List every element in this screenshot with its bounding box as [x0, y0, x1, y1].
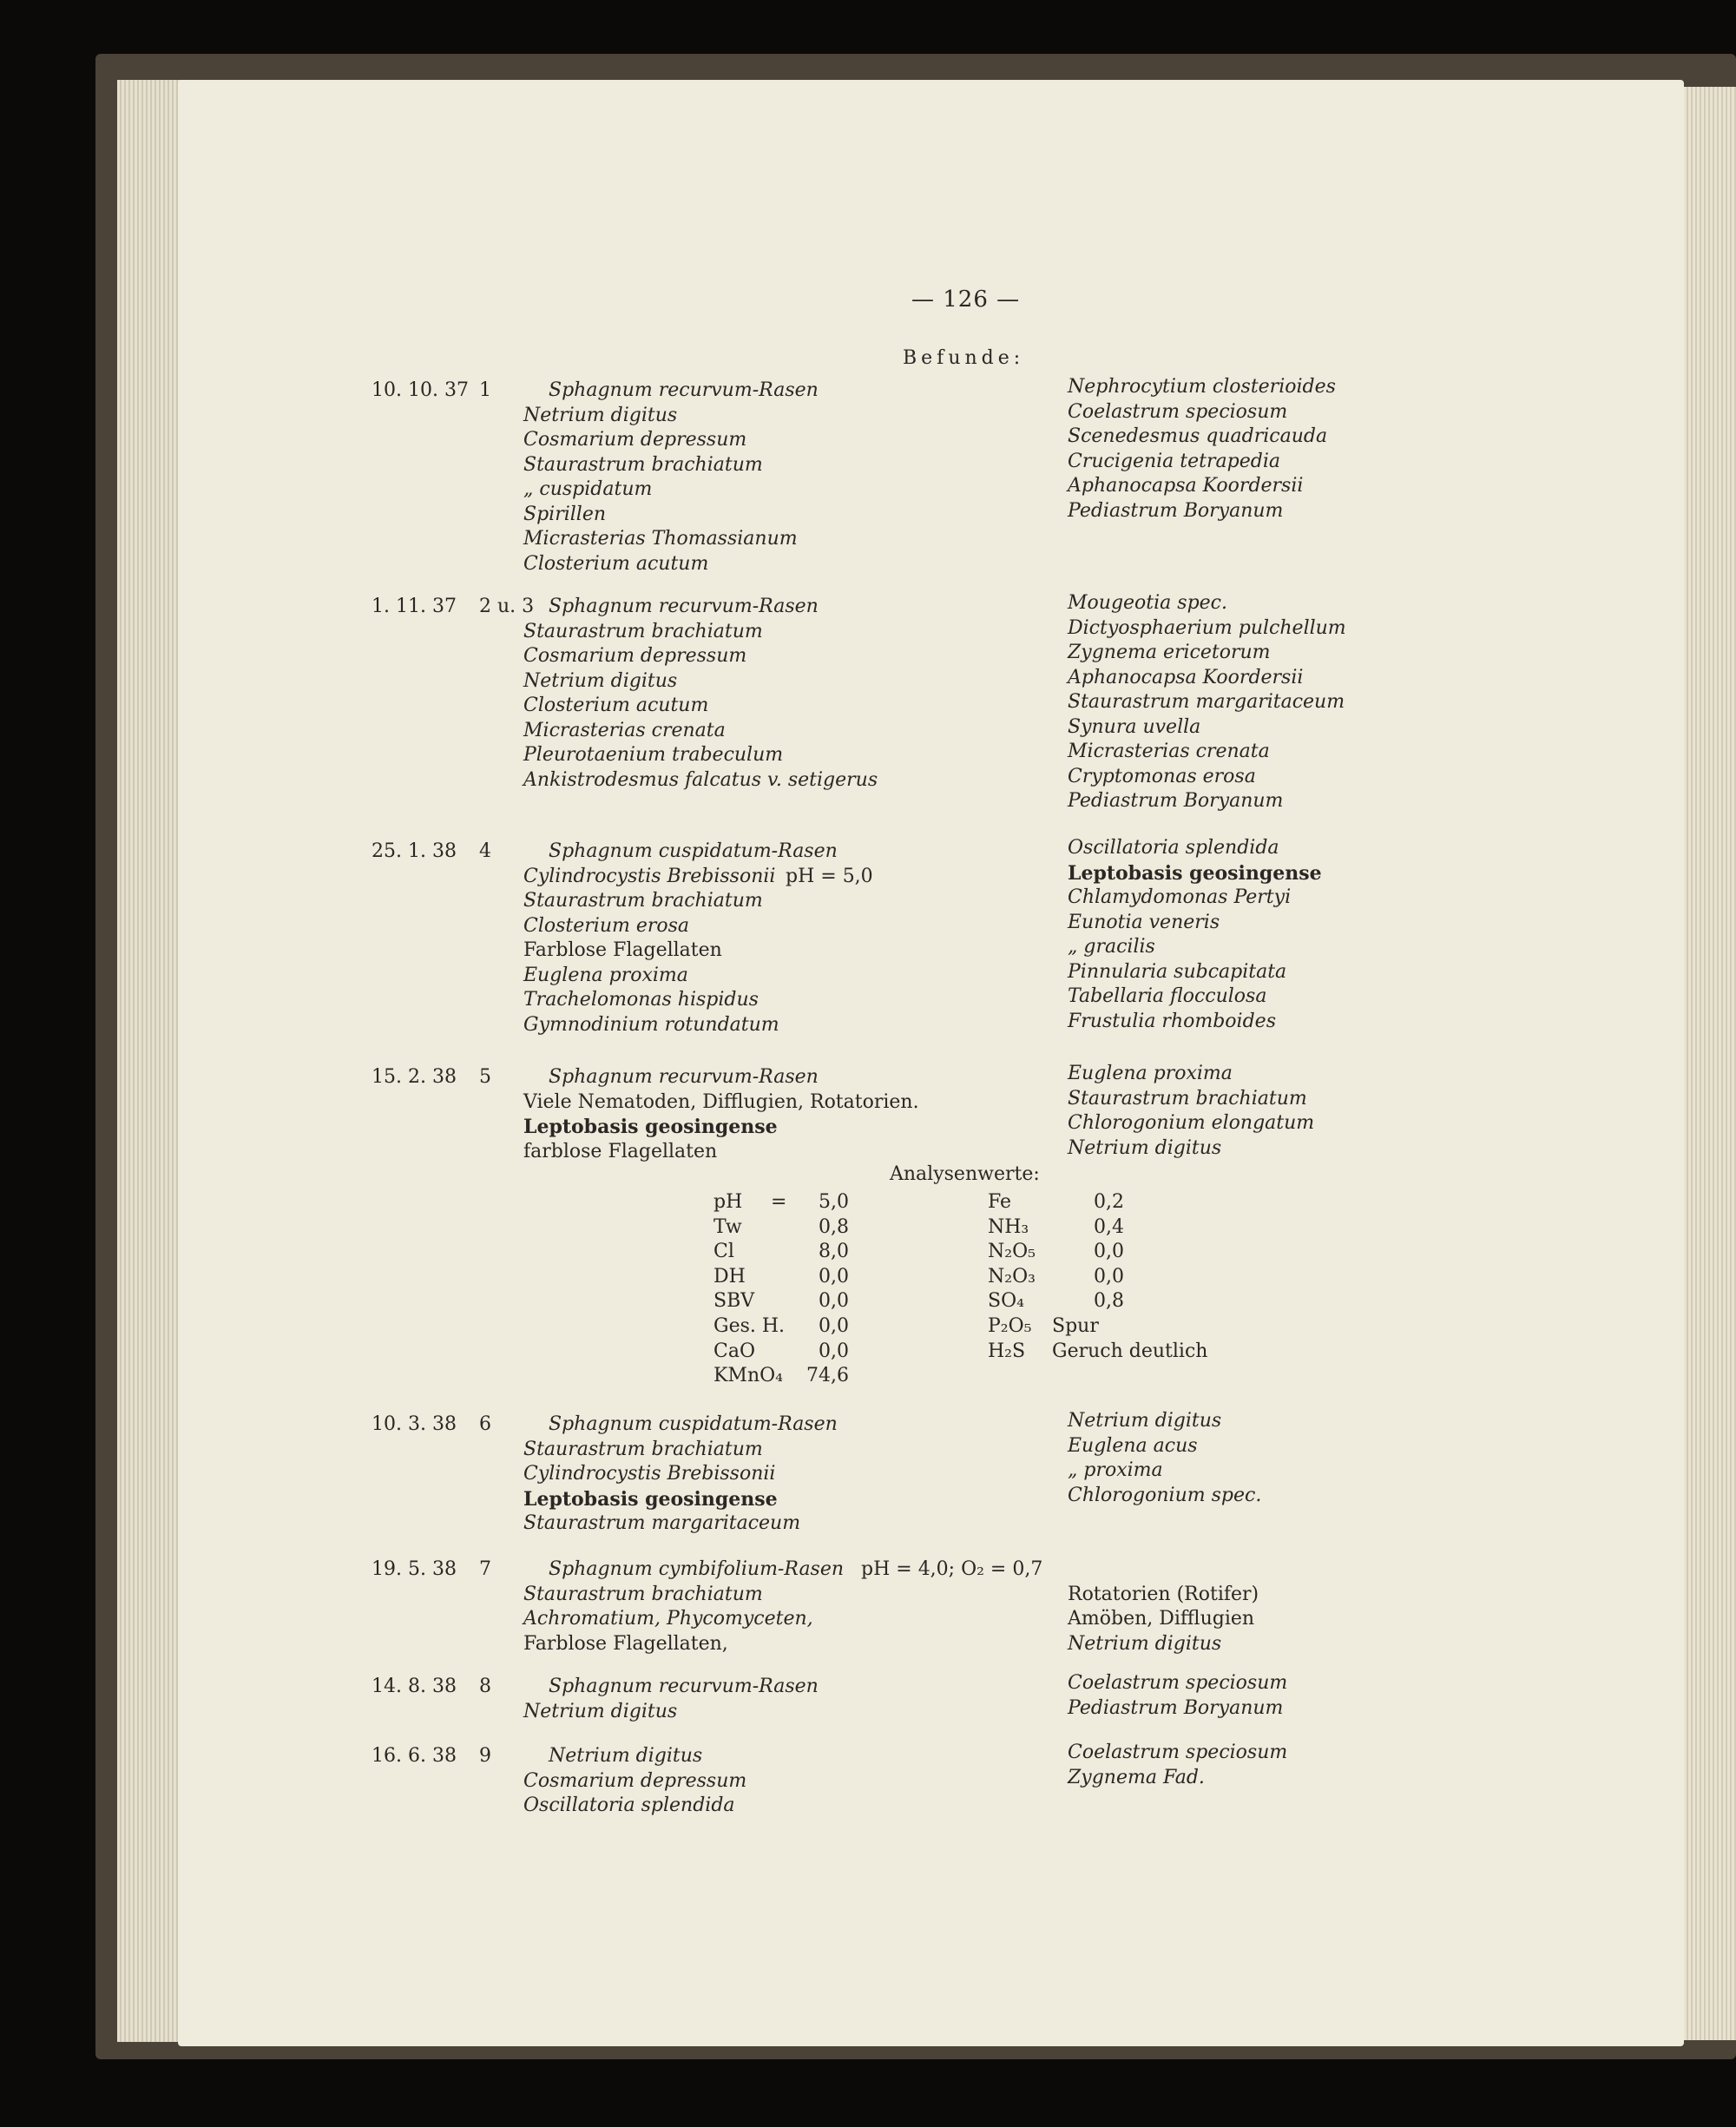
left-organism: Staurastrum brachiatum [523, 620, 763, 642]
entry-date: 10. 3. 38 [372, 1413, 457, 1435]
left-organism: Trachelomonas hispidus [523, 989, 759, 1011]
left-organism: Staurastrum brachiatum [523, 1438, 763, 1460]
analysis-value: 0,4 [1094, 1215, 1124, 1238]
right-organism: Euglena proxima [1068, 1063, 1233, 1084]
right-organism: Leptobasis geosingense [1068, 861, 1322, 885]
right-organism: Pediastrum Boryanum [1068, 1696, 1284, 1719]
right-organism: Netrium digitus [1068, 1632, 1222, 1655]
analysis-value: 5,0 [819, 1191, 849, 1213]
right-organism: Chlamydomonas Pertyi [1068, 886, 1292, 908]
right-organism: Chlorogonium elongatum [1068, 1112, 1315, 1134]
entry-date: 15. 2. 38 [372, 1066, 457, 1088]
left-organism: Closterium acutum [523, 695, 709, 716]
analysis-label: Cl [713, 1241, 734, 1263]
page-number: — 126 — [911, 286, 1021, 313]
right-organism: Rotatorien (Rotifer) [1068, 1583, 1259, 1605]
right-organism: Euglena acus [1068, 1434, 1198, 1457]
entry-number: 7 [479, 1558, 491, 1580]
left-organism: „ cuspidatum [523, 478, 653, 500]
right-organism: Staurastrum margaritaceum [1068, 691, 1345, 713]
page-stack-right [1680, 87, 1736, 2040]
right-organism: Mougeotia spec. [1068, 592, 1227, 614]
right-organism: Coelastrum speciosum [1068, 1672, 1288, 1694]
entry-number: 8 [479, 1676, 491, 1697]
right-organism: Oscillatoria splendida [1068, 837, 1279, 859]
analysis-label: Fe [988, 1191, 1012, 1213]
analysis-value: Geruch deutlich [1052, 1340, 1208, 1362]
right-organism: Pediastrum Boryanum [1068, 499, 1284, 522]
entry-date: 16. 6. 38 [372, 1745, 457, 1767]
right-organism: Micrasterias crenata [1068, 741, 1270, 762]
entry-number: 2 u. 3 [479, 596, 535, 617]
right-organism: Netrium digitus [1068, 1410, 1222, 1432]
analysis-value: 74,6 [806, 1365, 849, 1387]
left-organism: Cosmarium depressum [523, 1769, 747, 1792]
analysis-value: 0,0 [819, 1340, 849, 1362]
entry-number: 6 [479, 1413, 491, 1435]
left-organism: Cosmarium depressum [523, 429, 747, 451]
analysis-value: 0,8 [1094, 1290, 1124, 1313]
analysis-label: SO₄ [988, 1290, 1024, 1313]
right-organism: Amöben, Difflugien [1068, 1608, 1255, 1630]
right-organism: Nephrocytium closterioides [1068, 376, 1336, 398]
left-organism: Viele Nematoden, Difflugien, Rotatorien. [523, 1090, 919, 1113]
befunde-title: Befunde: [903, 347, 1025, 369]
analysis-value: 0,0 [819, 1265, 849, 1287]
left-organism: farblose Flagellaten [523, 1140, 718, 1162]
left-organism: Ankistrodesmus falcatus v. setigerus [523, 768, 878, 791]
analysis-label: N₂O₃ [988, 1265, 1036, 1287]
left-organism: Staurastrum margaritaceum [523, 1512, 801, 1534]
right-organism: Frustulia rhomboides [1068, 1010, 1276, 1032]
left-organism: Netrium digitus [523, 1700, 678, 1722]
entry-date: 19. 5. 38 [372, 1558, 457, 1580]
left-organism: Netrium digitus [549, 1745, 703, 1767]
right-organism: Dictyosphaerium pulchellum [1068, 616, 1346, 639]
right-organism: Netrium digitus [1068, 1136, 1222, 1159]
analysis-label: N₂O₅ [988, 1241, 1036, 1263]
left-organism: Closterium acutum [523, 552, 709, 575]
entry-date: 1. 11. 37 [372, 596, 457, 617]
left-organism: Cylindrocystis Brebissonii [523, 1463, 776, 1485]
left-organism: Achromatium, Phycomyceten, [523, 1608, 813, 1630]
entry-number: 5 [479, 1066, 491, 1088]
analysis-value: Spur [1052, 1315, 1099, 1337]
analysis-value: 0,8 [819, 1215, 849, 1238]
left-organism: Farblose Flagellaten, [523, 1632, 728, 1655]
left-organism: Leptobasis geosingense [523, 1487, 778, 1511]
right-organism: Zygnema Fad. [1068, 1766, 1205, 1788]
page-stack-left [117, 80, 187, 2042]
entry-number: 1 [479, 379, 491, 401]
entry-number: 9 [479, 1745, 491, 1767]
left-organism: Euglena proxima [523, 964, 688, 986]
analysis-value: 0,0 [1094, 1265, 1124, 1287]
right-organism: Cryptomonas erosa [1068, 765, 1256, 787]
analysis-value: 0,2 [1094, 1191, 1124, 1213]
right-organism: Pinnularia subcapitata [1068, 960, 1287, 983]
left-organism: Pleurotaenium trabeculum [523, 744, 784, 766]
left-organism: Gymnodinium rotundatum [523, 1013, 779, 1036]
analysis-label: Tw [713, 1215, 742, 1238]
analysis-eq: = [771, 1191, 787, 1213]
left-organism: Cosmarium depressum [523, 645, 747, 667]
entry-date: 14. 8. 38 [372, 1676, 457, 1697]
entry-date: 10. 10. 37 [372, 379, 469, 401]
left-organism: Staurastrum brachiatum [523, 1583, 763, 1605]
entry-number: 4 [479, 840, 491, 862]
analysis-label: H₂S [988, 1340, 1026, 1362]
left-organism: Sphagnum recurvum-Rasen [549, 1676, 819, 1697]
analysis-label: SBV [713, 1290, 755, 1313]
right-organism: Scenedesmus quadricauda [1068, 425, 1328, 447]
ph-note: pH = 4,0; O₂ = 0,7 [861, 1558, 1043, 1580]
analysis-value: 0,0 [819, 1290, 849, 1313]
left-organism: Micrasterias crenata [523, 719, 726, 741]
entry-date: 25. 1. 38 [372, 840, 457, 862]
right-organism: Tabellaria flocculosa [1068, 985, 1267, 1007]
analysis-label: Ges. H. [713, 1315, 786, 1337]
right-organism: Crucigenia tetrapedia [1068, 450, 1280, 472]
left-organism: Leptobasis geosingense [523, 1116, 778, 1138]
analysis-value: 0,0 [819, 1315, 849, 1337]
left-organism: Sphagnum recurvum-Rasen [549, 1066, 819, 1088]
analysis-label: pH [713, 1191, 743, 1213]
analysis-value: 0,0 [1094, 1241, 1124, 1263]
ph-note: pH = 5,0 [786, 865, 873, 887]
right-organism: Synura uvella [1068, 715, 1201, 738]
left-organism: Sphagnum recurvum-Rasen [549, 379, 819, 401]
right-organism: Coelastrum speciosum [1068, 1742, 1288, 1763]
right-organism: Staurastrum brachiatum [1068, 1087, 1307, 1110]
right-organism: Zygnema ericetorum [1068, 642, 1271, 663]
analysis-label: DH [713, 1265, 746, 1287]
left-organism: Sphagnum cymbifolium-Rasen [549, 1558, 845, 1580]
left-organism: Netrium digitus [523, 404, 678, 426]
analysis-label: CaO [713, 1340, 755, 1362]
left-organism: Oscillatoria splendida [523, 1794, 735, 1816]
right-organism: Chlorogonium spec. [1068, 1484, 1262, 1506]
left-organism: Spirillen [523, 503, 607, 525]
left-organism: Staurastrum brachiatum [523, 453, 763, 476]
analysis-title: Analysenwerte: [890, 1163, 1040, 1185]
left-organism: Sphagnum recurvum-Rasen [549, 596, 819, 617]
analysis-value: 8,0 [819, 1241, 849, 1263]
right-organism: Aphanocapsa Koordersii [1068, 475, 1304, 497]
left-organism: Cylindrocystis Brebissonii [523, 865, 776, 887]
right-organism: „ proxima [1068, 1459, 1163, 1481]
right-organism: Eunotia veneris [1068, 911, 1220, 933]
analysis-label: NH₃ [988, 1215, 1029, 1238]
left-organism: Farblose Flagellaten [523, 939, 722, 961]
left-organism: Micrasterias Thomassianum [523, 528, 798, 550]
right-organism: „ gracilis [1068, 936, 1155, 958]
right-organism: Aphanocapsa Koordersii [1068, 666, 1304, 688]
right-organism: Coelastrum speciosum [1068, 400, 1288, 423]
left-organism: Closterium erosa [523, 914, 690, 937]
left-organism: Netrium digitus [523, 669, 678, 692]
left-organism: Staurastrum brachiatum [523, 890, 763, 912]
left-organism: Sphagnum cuspidatum-Rasen [549, 840, 838, 862]
right-organism: Pediastrum Boryanum [1068, 790, 1284, 812]
analysis-label: KMnO₄ [713, 1365, 783, 1387]
analysis-label: P₂O₅ [988, 1315, 1032, 1337]
left-organism: Sphagnum cuspidatum-Rasen [549, 1413, 838, 1435]
